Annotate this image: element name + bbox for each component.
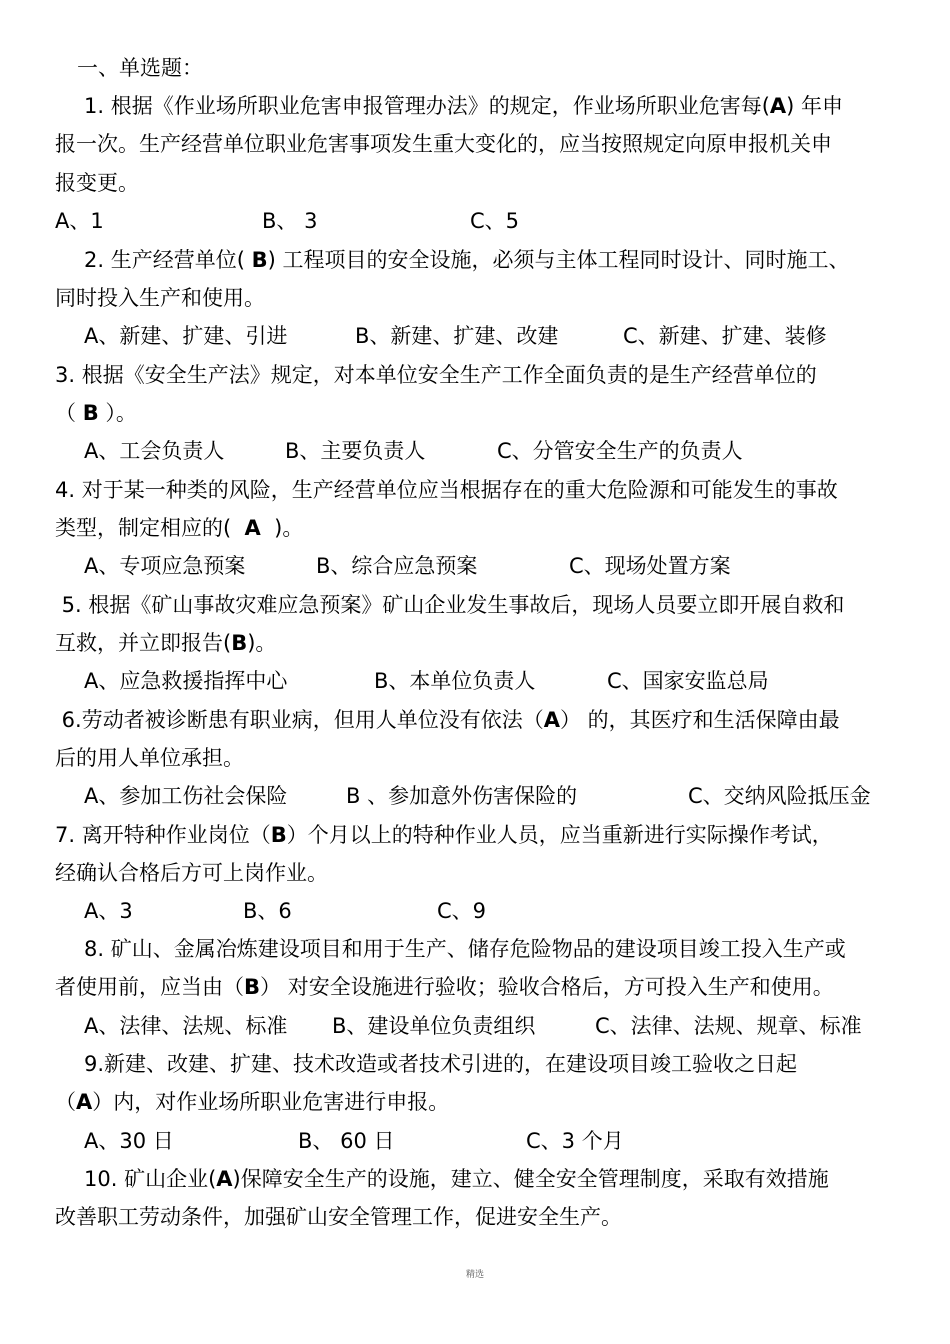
question-3-option-2: B、主要负责人 <box>285 439 426 463</box>
question-text: 7. 离开特种作业岗位（ <box>55 823 271 847</box>
answer-letter: A <box>216 1167 233 1191</box>
question-5-line-2 <box>55 628 276 658</box>
question-6-line-2 <box>55 743 244 773</box>
question-text: )。 <box>260 516 304 540</box>
question-text: 2. 生产经营单位( <box>84 248 252 272</box>
question-text: ） 对安全设施进行验收；验收合格后，方可投入生产和使用。 <box>260 975 834 999</box>
question-9-line-1 <box>84 1049 797 1079</box>
question-2-line-2 <box>55 283 265 313</box>
page-footer: 精选 <box>465 1270 484 1280</box>
question-6-option-2: B 、参加意外伤害保险的 <box>346 784 578 808</box>
question-text: 报变更。 <box>55 171 139 195</box>
question-text: ）个月以上的特种作业人员，应当重新进行实际操作考试， <box>286 823 833 847</box>
question-text: 者使用前，应当由（ <box>55 975 244 999</box>
question-9-option-1: A、30 日 <box>84 1129 174 1153</box>
question-text: ）内，对作业场所职业危害进行申报。 <box>92 1090 450 1114</box>
question-text: 改善职工劳动条件，加强矿山安全管理工作，促进安全生产。 <box>55 1205 622 1229</box>
answer-letter: A <box>543 708 560 732</box>
question-9-option-2: B、 60 日 <box>298 1129 395 1153</box>
answer-letter: B <box>244 975 261 999</box>
question-text: 10. 矿山企业( <box>84 1167 217 1191</box>
question-4-line-2 <box>55 513 303 543</box>
question-7-line-2 <box>55 858 328 888</box>
question-7-option-3: C、9 <box>437 899 487 923</box>
question-text: )保障安全生产的设施，建立、健全安全管理制度，采取有效措施 <box>232 1167 829 1191</box>
question-2-option-2: B、新建、扩建、改建 <box>355 324 559 348</box>
question-2-option-1: A、新建、扩建、引进 <box>84 324 288 348</box>
question-text: 同时投入生产和使用。 <box>55 286 265 310</box>
question-3-line-1 <box>55 360 817 390</box>
question-5-option-3: C、国家安监总局 <box>607 669 769 693</box>
question-text: 类型，制定相应的( <box>55 516 245 540</box>
question-8-option-2: B、建设单位负责组织 <box>332 1014 536 1038</box>
question-7-option-1: A、3 <box>84 899 133 923</box>
answer-letter: B <box>270 823 287 847</box>
question-10-line-1 <box>84 1164 829 1194</box>
question-3-option-3: C、分管安全生产的负责人 <box>497 439 743 463</box>
question-6-option-3: C、交纳风险抵压金 <box>688 784 871 808</box>
question-8-option-3: C、法律、法规、规章、标准 <box>595 1014 862 1038</box>
question-text: ）。 <box>98 401 137 425</box>
question-5-line-1 <box>55 590 844 620</box>
question-text: )。 <box>247 631 277 655</box>
question-1-option-2: B、 3 <box>262 209 318 233</box>
answer-letter: B <box>82 401 99 425</box>
question-8-option-1: A、法律、法规、标准 <box>84 1014 288 1038</box>
question-4-line-1 <box>55 475 838 505</box>
question-text: 6.劳动者被诊断患有职业病，但用人单位没有依法（ <box>55 708 544 732</box>
answer-letter: B <box>231 631 248 655</box>
question-1-line-3 <box>55 168 139 198</box>
question-text: ) 年申 <box>786 94 844 118</box>
question-6-line-1 <box>55 705 840 735</box>
question-text: 互救，并立即报告( <box>55 631 232 655</box>
question-text: 5. 根据《矿山事故灾难应急预案》矿山企业发生事故后，现场人员要立即开展自救和 <box>55 593 845 617</box>
question-7-line-1 <box>55 820 833 850</box>
question-3-option-1: A、工会负责人 <box>84 439 225 463</box>
question-2-option-3: C、新建、扩建、装修 <box>623 324 827 348</box>
question-1-option-1: A、1 <box>55 209 104 233</box>
question-text: 3. 根据《安全生产法》规定，对本单位安全生产工作全面负责的是生产经营单位的 <box>55 363 817 387</box>
question-text: （ <box>55 401 83 425</box>
question-text: 8. 矿山、金属冶炼建设项目和用于生产、储存危险物品的建设项目竣工投入生产或 <box>84 937 846 961</box>
answer-letter: B <box>251 248 268 272</box>
question-text: 9.新建、改建、扩建、技术改造或者技术引进的，在建设项目竣工验收之日起 <box>84 1052 798 1076</box>
question-7-option-2: B、6 <box>243 899 292 923</box>
question-8-line-1 <box>84 934 846 964</box>
question-6-option-1: A、参加工伤社会保险 <box>84 784 288 808</box>
question-text: 后的用人单位承担。 <box>55 746 244 770</box>
question-8-line-2 <box>55 972 834 1002</box>
question-9-line-2 <box>55 1087 449 1117</box>
question-text: 经确认合格后方可上岗作业。 <box>55 861 328 885</box>
question-1-option-3: C、5 <box>470 209 520 233</box>
question-5-option-1: A、应急救援指挥中心 <box>84 669 288 693</box>
section-title: 一、单选题： <box>77 56 203 80</box>
question-4-option-3: C、现场处置方案 <box>569 554 731 578</box>
question-9-option-3: C、3 个月 <box>526 1129 624 1153</box>
question-4-option-1: A、专项应急预案 <box>84 554 246 578</box>
question-4-option-2: B、综合应急预案 <box>316 554 478 578</box>
question-5-option-2: B、本单位负责人 <box>374 669 536 693</box>
question-text: ） 的，其医疗和生活保障由最 <box>559 708 840 732</box>
question-text: 1. 根据《作业场所职业危害申报管理办法》的规定，作业场所职业危害每( <box>84 94 770 118</box>
answer-letter: A <box>769 94 787 118</box>
question-text: ) 工程项目的安全设施，必须与主体工程同时设计、同时施工、 <box>267 248 850 272</box>
answer-letter: A <box>244 516 261 540</box>
question-text: （ <box>55 1090 76 1114</box>
question-text: 4. 对于某一种类的风险，生产经营单位应当根据存在的重大危险源和可能发生的事故 <box>55 478 838 502</box>
question-1-line-1 <box>84 91 843 121</box>
question-text: 报一次。生产经营单位职业危害事项发生重大变化的，应当按照规定向原申报机关申 <box>55 132 832 156</box>
question-3-line-2 <box>55 398 137 428</box>
question-2-line-1 <box>84 245 849 275</box>
question-10-line-2 <box>55 1202 622 1232</box>
question-1-line-2 <box>55 129 832 159</box>
answer-letter: A <box>76 1090 93 1114</box>
